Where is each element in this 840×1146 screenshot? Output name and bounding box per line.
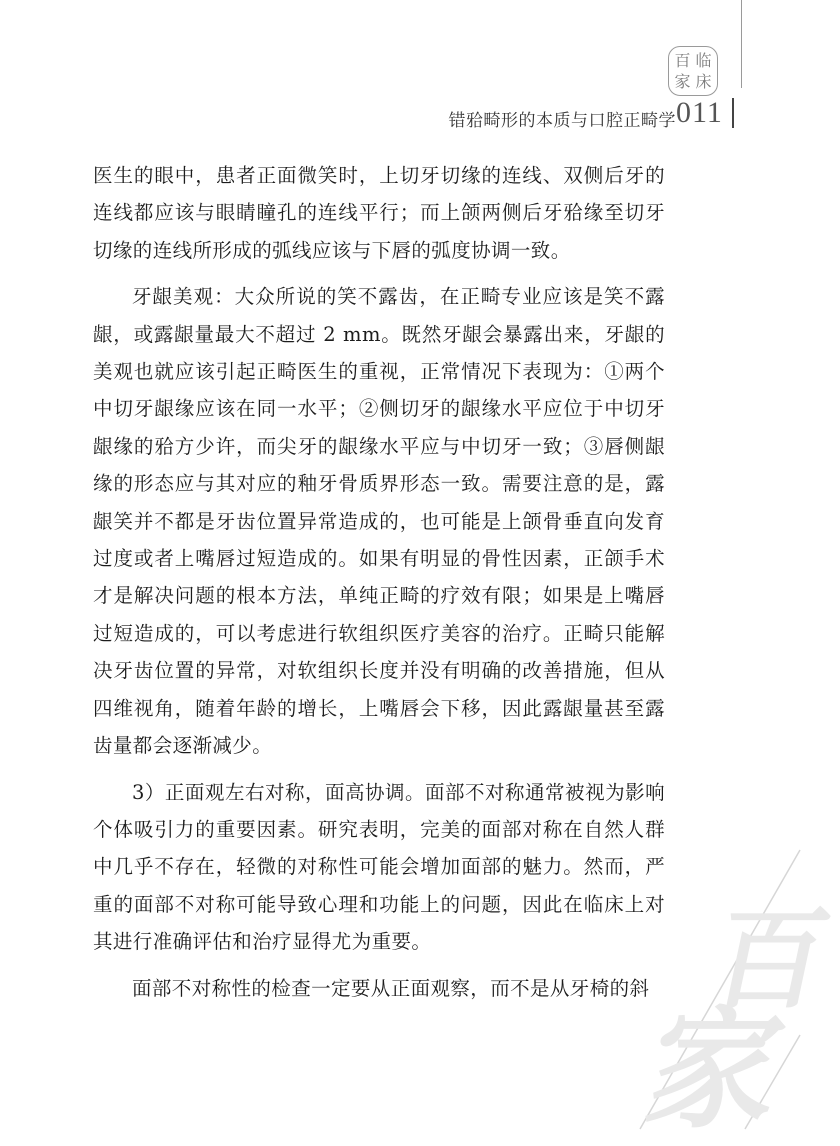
paragraph: 3）正面观左右对称，面高协调。面部不对称通常被视为影响个体吸引力的重要因素。研究表明，完美的面部对称在自然人群中几乎不存在，轻微的对称性可能会增加面部的魅力。然而，严重的面部不对称可能导致心理和功能上的问题，因此在临床上对其进行准确评估和治疗显得尤为重要。 [93, 780, 665, 954]
seal-glyph: 临 [695, 50, 712, 70]
watermark-glyph: 家 [633, 993, 797, 1146]
seal-glyph: 百 [674, 50, 691, 70]
paragraph: 牙龈美观：大众所说的笑不露齿，在正畸专业应该是笑不露龈，或露龈量最大不超过 2 mm。既然牙龈会暴露出来，牙龈的美观也就应该引起正畸医生的重视，正常情况下表现为：①两个中切牙龈缘应该在同一水平；②侧切牙的龈缘水平应位于中切牙龈缘的𬌗方少许，而尖牙的龈缘水平应与中切牙一致；③唇侧龈缘的形态应与其对应的釉牙骨质界形态一致。需要注意的是，露龈笑并不都是牙齿位置异常造成的，也可能是上颌骨垂直向发育过度或者上嘴唇过短造成的。如果有明显的骨性因素，正颌手术才是解决问题的根本方法，单纯正畸的疗效有限；如果是上嘴唇过短造成的，可以考虑进行软组织医疗美容的治疗。正畸只能解决牙齿位置的异常，对软组织长度并没有明确的改善措施，但从四维视角，随着年龄的增长，上嘴唇会下移，因此露龈量甚至露齿量都会逐渐减少。 [93, 285, 665, 758]
page-number: 011 [676, 96, 723, 129]
paragraph: 面部不对称性的检查一定要从正面观察，而不是从牙椅的斜 [132, 976, 650, 1000]
seal-glyph: 家 [674, 71, 691, 91]
seal-glyph: 床 [695, 71, 712, 91]
watermark-glyph: 百 [702, 895, 840, 1024]
running-head-title: 错𬌗畸形的本质与口腔正畸学 [448, 111, 676, 131]
paragraph: 医生的眼中，患者正面微笑时，上切牙切缘的连线、双侧后牙的连线都应该与眼睛瞳孔的连线平行；而上颌两侧后牙𬌗缘至切牙切缘的连线所形成的弧线应该与下唇的弧度协调一致。 [93, 164, 665, 262]
